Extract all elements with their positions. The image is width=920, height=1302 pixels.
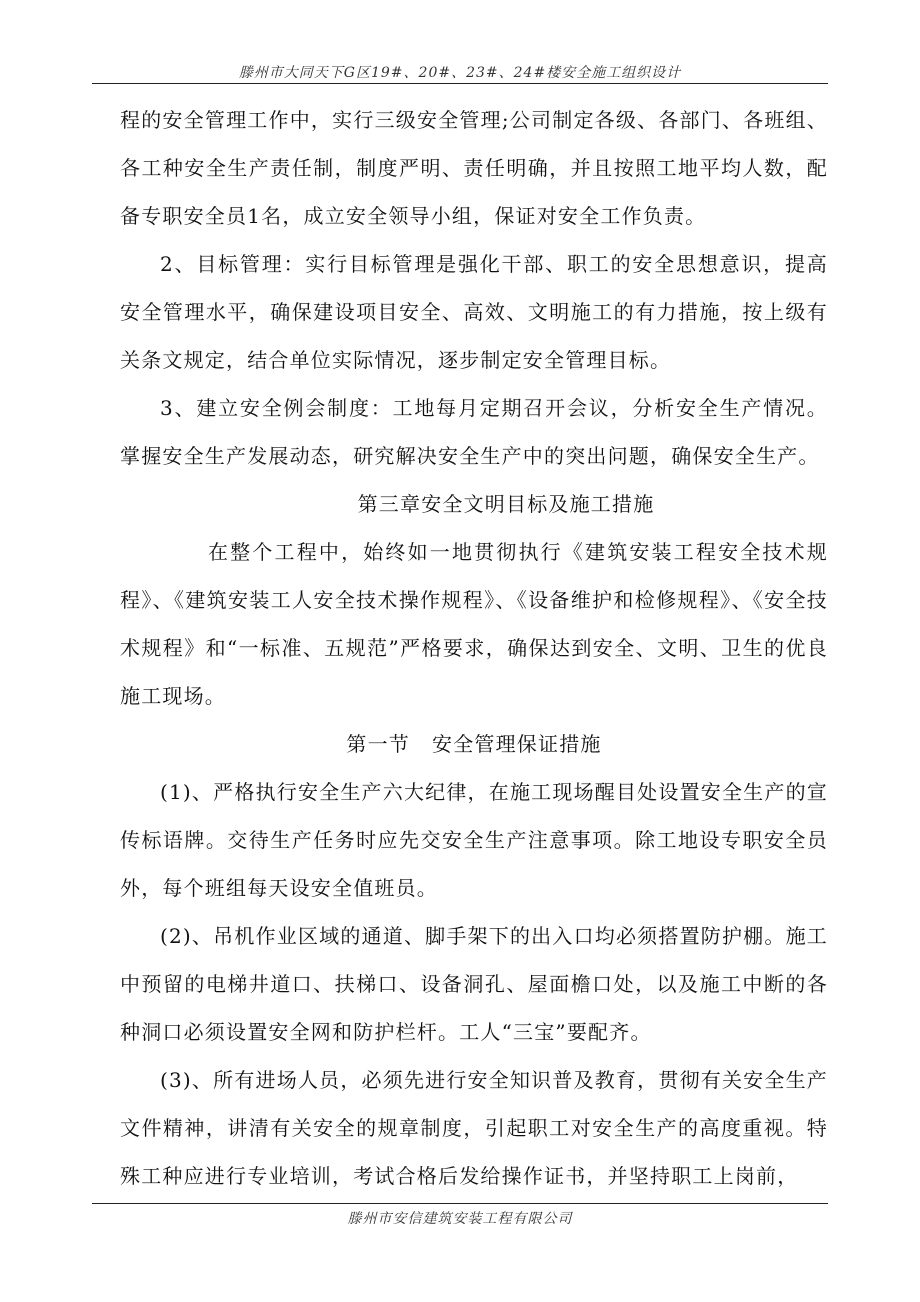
page-header: 滕州市大同天下G区19#、20#、23#、24#楼安全施工组织设计	[238, 65, 682, 81]
document-body	[120, 96, 828, 1200]
section-title	[120, 720, 828, 768]
section-number: 第一节	[346, 732, 410, 756]
page-footer: 滕州市安信建筑安装工程有限公司	[347, 1211, 573, 1227]
list-item-2: (2)、吊机作业区域的通道、脚手架下的出入口均必须搭置防护棚。施工中预留的电梯井道口、扶梯口、设备洞孔、屋面檐口处，以及施工中断的各种洞口必须设置安全网和防护栏杆。工人“三宝”要配齐。	[120, 924, 828, 1044]
header-rule	[92, 83, 828, 84]
list-item-3: (3)、所有进场人员，必须先进行安全知识普及教育，贯彻有关安全生产文件精神，讲清有关安全的规章制度，引起职工对安全生产的高度重视。特殊工种应进行专业培训，考试合格后发给操作证书，并坚持职工上岗前，	[120, 1068, 828, 1188]
paragraph-goal-management: 2、目标管理：实行目标管理是强化干部、职工的安全思想意识，提高安全管理水平，确保建设项目安全、高效、文明施工的有力措施，按上级有关条文规定，结合单位实际情况，逐步制定安全管理目标。	[120, 252, 828, 372]
list-item-1: (1)、严格执行安全生产六大纪律，在施工现场醒目处设置安全生产的宣传标语牌。交待生产任务时应先交安全生产注意事项。除工地设专职安全员外，每个班组每天设安全值班员。	[120, 780, 828, 900]
footer-rule	[92, 1203, 828, 1204]
paragraph-safety-meeting: 3、建立安全例会制度：工地每月定期召开会议，分析安全生产情况。掌握安全生产发展动态，研究解决安全生产中的突出问题，确保安全生产。	[120, 396, 828, 468]
section-name: 安全管理保证措施	[432, 732, 602, 756]
chapter-intro: 在整个工程中，始终如一地贯彻执行《建筑安装工程安全技术规程》、《建筑安装工人安全技术操作规程》、《设备维护和检修规程》、《安全技术规程》和“一标准、五规范”严格要求，确保达到安全、文明、卫生的优良施工现场。	[120, 540, 828, 708]
chapter-title: 第三章安全文明目标及施工措施	[357, 492, 655, 516]
paragraph-continuation: 程的安全管理工作中，实行三级安全管理;公司制定各级、各部门、各班组、各工种安全生产责任制，制度严明、责任明确，并且按照工地平均人数，配备专职安全员1名，成立安全领导小组，保证对安全工作负责。	[120, 108, 828, 228]
